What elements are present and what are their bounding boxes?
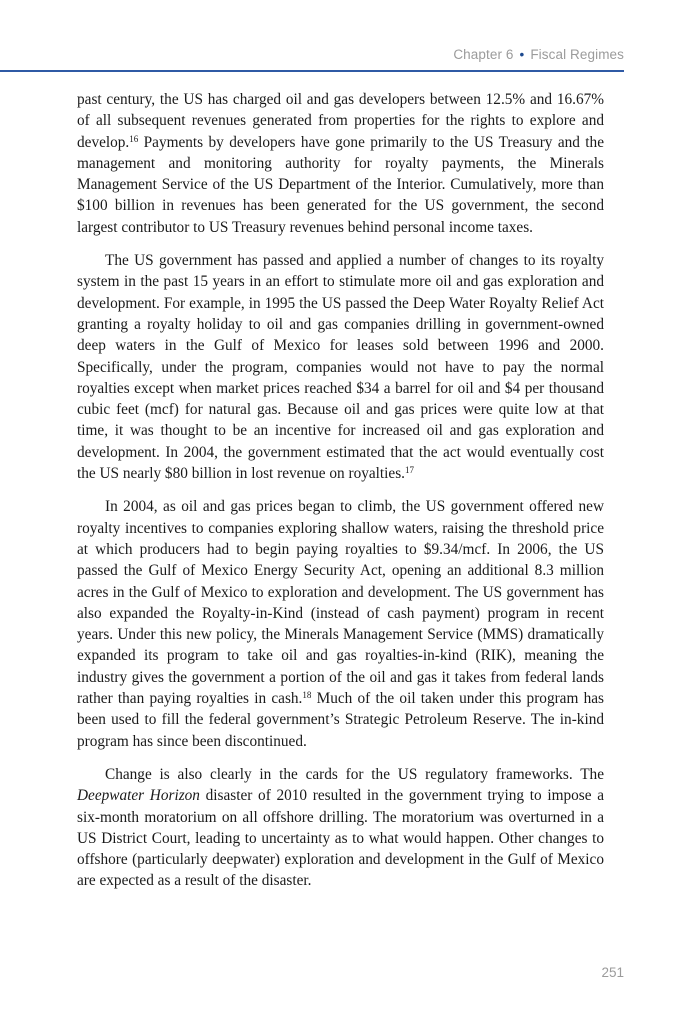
footnote-ref-17: 17	[404, 465, 414, 476]
paragraph-1	[77, 89, 604, 238]
paragraph-text: past century, the US has charged oil and gas developers between 12.5% and 16.67% of all subsequent revenues generated from properties for the rights to explore and develop.	[77, 91, 604, 151]
page-header	[0, 0, 682, 72]
body-text	[77, 89, 604, 904]
paragraph-text: Payments by developers have gone primarily to the US Treasury and the management and monitoring authority for royalty payments, the Minerals Management Service of the US Department of the Interior. Cumulatively, more than $100 billion in revenues has been generated for the US government, the second largest contributor to US Treasury revenues behind personal income taxes.	[77, 133, 604, 236]
footnote-ref-16: 16	[129, 133, 139, 144]
section-label: Fiscal Regimes	[530, 47, 624, 62]
footnote-ref-18: 18	[302, 690, 312, 701]
italic-title: Deepwater Horizon	[77, 787, 200, 805]
paragraph-text: In 2004, as oil and gas prices began to climb, the US government offered new royalty incentives to companies exploring shallow waters, raising the threshold price at which producers had to begin paying royalties to $9.34/mcf. In 2006, the US passed the Gulf of Mexico Energy Security Act, opening an additional 8.3 million acres in the Gulf of Mexico to exploration and development. The US government has also expanded the Royalty-in-Kind (instead of cash payment) program in recent years. Under this new policy, the Minerals Management Service (MMS) dramatically expanded its program to take oil and gas royalties-in-kind (RIK), meaning the industry gives the government a portion of the oil and gas it takes from federal lands rather than paying royalties in cash.	[77, 498, 604, 708]
page-number: 251	[601, 965, 624, 980]
paragraph-text: Change is also clearly in the cards for the US regulatory frameworks. The	[105, 765, 604, 783]
paragraph-text: Much of the oil taken under this program has been used to fill the federal government’s Strategic Petroleum Reserve. The in-kind program has since been discontinued.	[77, 690, 604, 750]
paragraph-text: disaster of 2010 resulted in the government trying to impose a six-month moratorium on all offshore drilling. The moratorium was overturned in a US District Court, leading to uncertainty as to what would happen. Other changes to offshore (particularly deepwater) exploration and development in the Gulf of Mexico are expected as a result of the disaster.	[77, 787, 604, 890]
header-rule	[0, 70, 624, 72]
chapter-label: Chapter 6	[453, 47, 514, 62]
paragraph-2	[77, 250, 604, 484]
paragraph-4	[77, 764, 604, 892]
running-head	[453, 47, 624, 62]
paragraph-text: The US government has passed and applied a number of changes to its royalty system in the past 15 years in an effort to stimulate more oil and gas exploration and development. For example, in 1995 the US passed the Deep Water Royalty Relief Act granting a royalty holiday to oil and gas companies drilling in government-owned deep waters in the Gulf of Mexico for leases sold between 1996 and 2000. Specifically, under the program, companies would not have to pay the normal royalties except when market prices reached $34 a barrel for oil and $4 per thousand cubic feet (mcf) for natural gas. Because oil and gas prices were quite low at that time, it was thought to be an incentive for increased oil and gas exploration and development. In 2004, the government estimated that the act would eventually cost the US nearly $80 billion in lost revenue on royalties.	[77, 252, 604, 483]
bullet-separator: •	[519, 47, 525, 62]
paragraph-3	[77, 496, 604, 752]
